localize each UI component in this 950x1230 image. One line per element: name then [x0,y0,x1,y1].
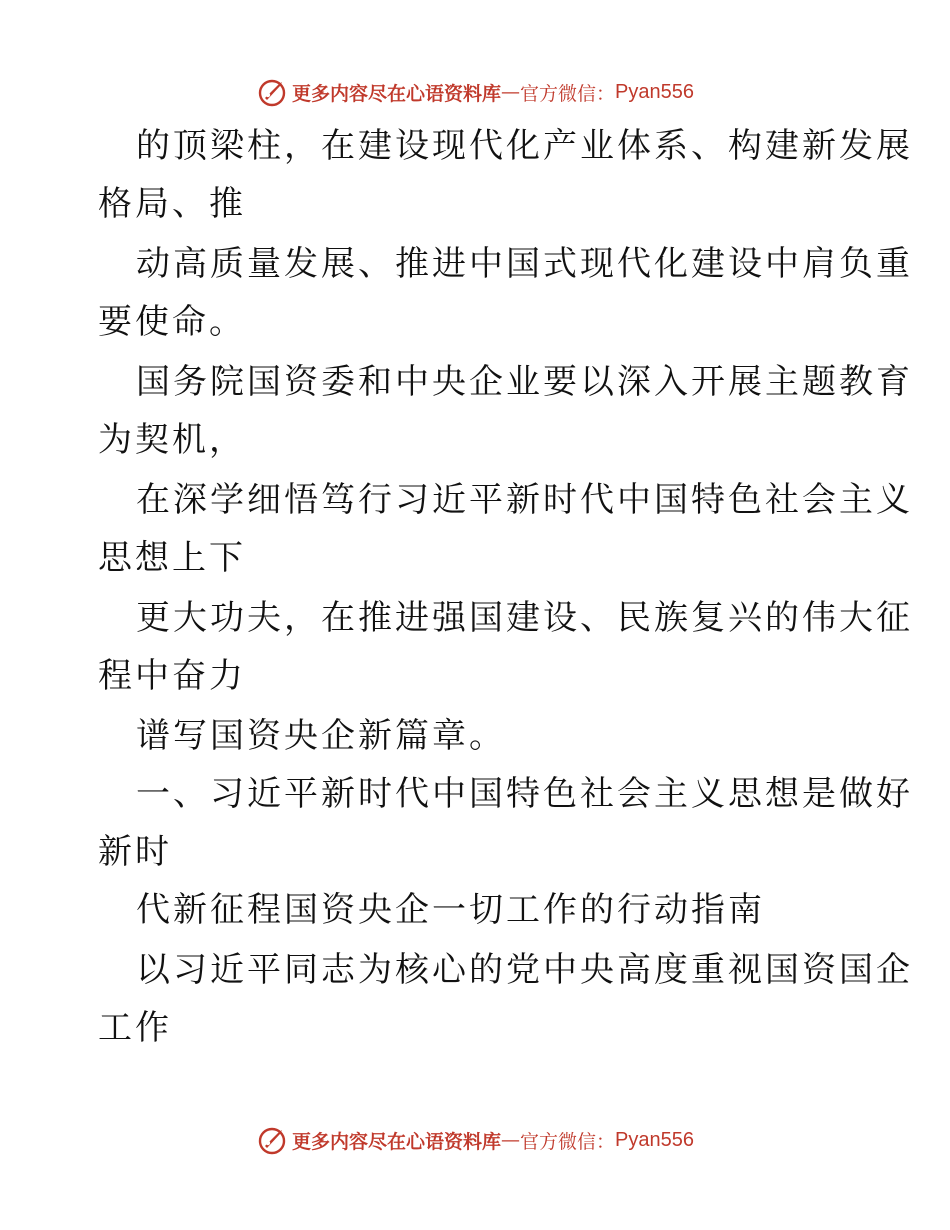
body-line: 动高质量发展、推进中国式现代化建设中肩负重 [136,244,913,284]
banner-dash: — [501,81,521,103]
banner-account: Pyan556 [615,1128,694,1151]
body-line: 思想上下 [98,538,246,578]
banner-title: 更多内容尽在心语资料库 [292,1130,502,1153]
banner-dash: — [501,1129,521,1151]
body-line: 在深学细悟笃行习近平新时代中国特色社会主义 [136,480,913,520]
body-line: 的顶梁柱，在建设现代化产业体系、构建新发展 [136,126,913,166]
body-line: 更大功夫，在推进强国建设、民族复兴的伟大征 [136,598,913,638]
body-line: 工作 [98,1008,172,1048]
quill-logo-icon [256,1124,288,1156]
footer-banner [0,1120,950,1160]
banner-account: Pyan556 [615,80,694,103]
body-line: 程中奋力 [98,656,246,696]
body-line: 以习近平同志为核心的党中央高度重视国资国企 [136,950,913,990]
banner-title: 更多内容尽在心语资料库 [292,82,502,105]
body-line: 要使命。 [98,302,246,342]
body-line: 为契机， [98,420,246,460]
banner-wechat-label: 官方微信： [520,82,616,105]
body-line: 新时 [98,832,172,872]
body-line: 国务院国资委和中央企业要以深入开展主题教育 [136,362,913,402]
body-line: 格局、推 [98,184,246,224]
header-banner [0,72,950,112]
body-line: 谱写国资央企新篇章。 [136,716,506,756]
body-line: 一、习近平新时代中国特色社会主义思想是做好 [136,774,913,814]
body-line: 代新征程国资央企一切工作的行动指南 [136,890,765,930]
quill-logo-icon [256,76,288,108]
banner-wechat-label: 官方微信： [520,1130,616,1153]
